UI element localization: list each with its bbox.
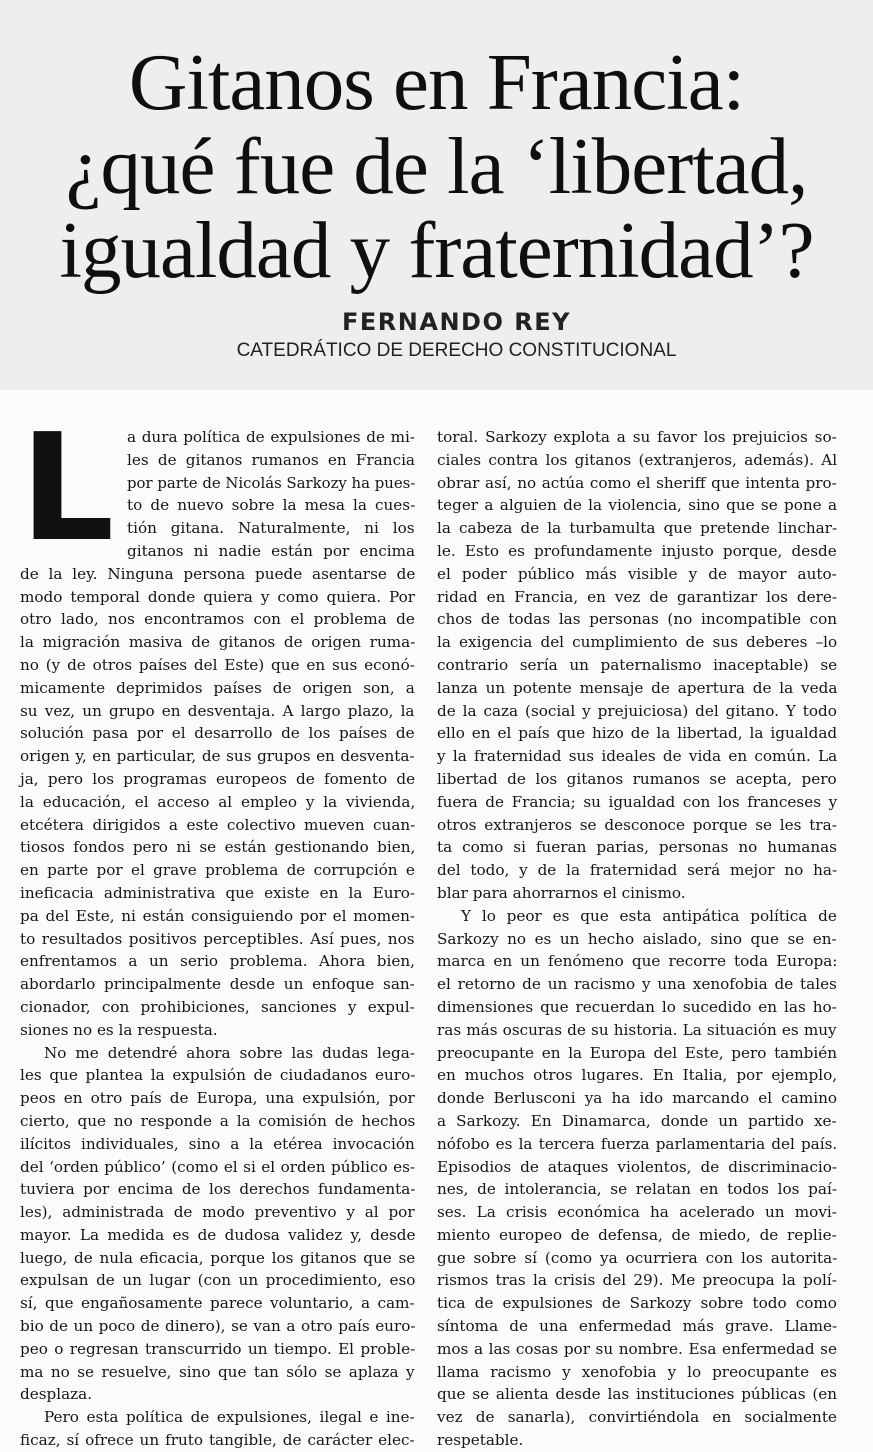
article-line: Episodios de ataques violentos, de discriminacio- bbox=[437, 1157, 837, 1176]
article-line: la cabeza de la turbamulta que pretende linchar- bbox=[437, 519, 838, 538]
headline bbox=[0, 37, 873, 295]
article-line: del todo, y de la fraternidad será mejor no ha- bbox=[437, 861, 838, 880]
article-line: su vez, un grupo en desventaja. A largo plazo, la bbox=[20, 701, 415, 720]
article-line: de la ley. Ninguna persona puede asentarse de bbox=[20, 564, 416, 583]
article-line: respetable. bbox=[437, 1431, 524, 1450]
article-line: contrario sería un paternalismo inaceptable) se bbox=[437, 655, 838, 674]
article-line: tica de expulsiones de Sarkozy sobre todo como bbox=[437, 1294, 837, 1313]
headline-line: Gitanos en Francia: bbox=[128, 37, 745, 127]
article-line: a Sarkozy. En Dinamarca, donde un partido xe- bbox=[437, 1111, 837, 1130]
article-line: teger a alguien de la violencia, sino que se pone a bbox=[437, 496, 838, 515]
article-line: bio de un poco de dinero), se van a otro país euro- bbox=[20, 1317, 416, 1336]
article-line: no (y de otros países del Este) que en sus econó- bbox=[20, 655, 415, 674]
article-line: que se alienta desde las instituciones públicas (en bbox=[437, 1385, 838, 1404]
article-line: peos en otro país de Europa, una expulsión, por bbox=[20, 1089, 415, 1108]
article-line: solución pasa por el desarrollo de los países de bbox=[20, 724, 415, 743]
article-line: la exigencia del cumplimiento de sus deberes –lo bbox=[437, 633, 838, 652]
article-line: miento europeo de defensa, de miedo, de replie- bbox=[437, 1225, 837, 1244]
article-line: mayor. La medida es de dudosa validez y, desde bbox=[20, 1225, 416, 1244]
article-line: fuera de Francia; su igualdad con los franceses y bbox=[437, 792, 838, 811]
article-line: gue sobre sí (como ya ocurriera con los autorita- bbox=[437, 1248, 838, 1267]
article-column-right bbox=[437, 426, 837, 1452]
article-line: por parte de Nicolás Sarkozy ha pues- bbox=[127, 473, 416, 492]
article-line: siones no es la respuesta. bbox=[20, 1020, 218, 1039]
article-line: de la caza (social y prejuiciosa) del gitano. Y todo bbox=[437, 701, 837, 720]
article-line: ras más oscuras de su historia. La situación es muy bbox=[437, 1020, 837, 1039]
article-line: del ‘orden público’ (como el si el orden público es- bbox=[20, 1157, 416, 1176]
article-line: ma no se resuelve, sino que tan sólo se aplaza y bbox=[20, 1362, 415, 1381]
article-line: ja, pero los programas europeos de fomento de bbox=[20, 769, 416, 788]
drop-cap: L bbox=[20, 402, 115, 574]
article-line: blar para ahorrarnos el cinismo. bbox=[437, 883, 686, 902]
article-line: libertad de los gitanos rumanos se acepta, pero bbox=[437, 769, 837, 788]
article-column-left bbox=[20, 402, 416, 1452]
article-line: ridad en Francia, en vez de garantizar los dere- bbox=[437, 587, 838, 606]
article-line: llama racismo y xenofobia y lo preocupante es bbox=[437, 1362, 837, 1381]
article-line: les que plantea la expulsión de ciudadanos euro- bbox=[20, 1066, 416, 1085]
article-line: obrar así, no actúa como el sheriff que intenta pro- bbox=[437, 473, 837, 492]
article-line: cionador, con prohibiciones, sanciones y expul- bbox=[20, 997, 415, 1016]
article-line: toral. Sarkozy explota a su favor los prejuicios so- bbox=[437, 428, 837, 446]
article-line: otro lado, nos encontramos con el problema de bbox=[20, 610, 415, 629]
byline bbox=[0, 308, 873, 362]
article-line: cierto, que no responde a la comisión de hechos bbox=[20, 1111, 416, 1130]
article-line: ineficacia administrativa que existe en la Euro- bbox=[20, 883, 416, 902]
article-line: origen y, en particular, de sus grupos en desventa- bbox=[20, 747, 415, 766]
article-line: donde Berlusconi ya ha ido marcando el camino bbox=[437, 1089, 838, 1108]
article-line: lanza un potente mensaje de apertura de la veda bbox=[437, 678, 838, 697]
article-line: y la fraternidad sus ideales de vida en común. La bbox=[437, 747, 838, 766]
article-line: en muchos otros lugares. En Italia, por ejemplo, bbox=[437, 1066, 838, 1085]
article-line: ficaz, sí ofrece un fruto tangible, de carácter elec- bbox=[20, 1431, 415, 1450]
article-line: ses. La crisis económica ha acelerado un movi- bbox=[437, 1203, 837, 1222]
article-line: modo temporal donde quiera y como quiera. Por bbox=[20, 587, 416, 606]
article-line: to resultados positivos perceptibles. Así pues, nos bbox=[20, 929, 415, 948]
article-line: tiosos fondos pero ni se están gestionando bien, bbox=[20, 838, 416, 857]
article-line: mos a las cosas por su nombre. Esa enfermedad se bbox=[437, 1339, 837, 1358]
article-line: to de nuevo sobre la mesa la cues- bbox=[127, 496, 416, 515]
article-line: peo o regresan transcurrido un tiempo. El proble- bbox=[20, 1339, 416, 1358]
article-line: micamente deprimidos países de origen son, a bbox=[20, 678, 415, 697]
article-line: vez de sanarla), convirtiéndola en socialmente bbox=[437, 1408, 837, 1427]
article-line: tión gitana. Naturalmente, ni los bbox=[127, 519, 415, 538]
article-line: ta como si fueran parias, personas no humanas bbox=[437, 838, 837, 857]
article-line: Y lo peor es que esta antipática política de bbox=[461, 906, 837, 925]
article-line: síntoma de una enfermedad más grave. Llame- bbox=[437, 1317, 838, 1336]
article-line: preocupante en la Europa del Este, pero también bbox=[437, 1043, 837, 1062]
article-line: a dura política de expulsiones de mi- bbox=[127, 428, 416, 446]
article-line: tuviera por encima de los derechos fundamenta- bbox=[20, 1180, 416, 1199]
article-line: les), administrada de modo preventivo y al por bbox=[20, 1203, 415, 1222]
article-line: Pero esta política de expulsiones, ilegal e ine- bbox=[44, 1408, 415, 1427]
article-line: la migración masiva de gitanos de origen ruma- bbox=[20, 633, 416, 652]
article-line: el poder público más visible y de mayor auto- bbox=[437, 564, 837, 583]
article-line: sí, que engañosamente parece voluntario, a cam- bbox=[20, 1294, 415, 1313]
article-line: expulsan de un lugar (con un procedimiento, eso bbox=[20, 1271, 416, 1290]
article-line: luego, de nula eficacia, porque los gitanos que se bbox=[20, 1248, 416, 1267]
author-name: FERNANDO REY bbox=[342, 308, 571, 336]
headline-line: ¿qué fue de la ‘libertad, bbox=[65, 121, 808, 211]
article-line: marca en un fenómeno que recorre toda Europa: bbox=[437, 952, 838, 971]
article-line: Sarkozy no es un hecho aislado, sino que se en- bbox=[437, 929, 837, 948]
article-line: nes, de intolerancia, se relatan en todos los paí- bbox=[437, 1180, 837, 1199]
article-line: le. Esto es profundamente injusto porque, desde bbox=[437, 541, 837, 560]
article-line: el retorno de un racismo y una xenofobia de tales bbox=[437, 975, 837, 994]
article-line: pa del Este, ni están consiguiendo por el momen- bbox=[20, 906, 416, 925]
headline-line: igualdad y fraternidad’? bbox=[59, 205, 814, 295]
article-line: etcétera dirigidos a este colectivo mueven cuan- bbox=[20, 815, 416, 834]
article-line: desplaza. bbox=[20, 1385, 93, 1404]
article-line: nófobo es la tercera fuerza parlamentaria del país. bbox=[437, 1134, 838, 1153]
article-line: No me detendré ahora sobre las dudas lega- bbox=[44, 1043, 415, 1062]
article-line: rismos tras la crisis del 29). Me preocupa la polí- bbox=[437, 1271, 837, 1290]
author-role: CATEDRÁTICO DE DERECHO CONSTITUCIONAL bbox=[236, 340, 677, 361]
article-line: ciales contra los gitanos (extranjeros, además). Al bbox=[437, 450, 838, 469]
article-line: les de gitanos rumanos en Francia bbox=[127, 450, 415, 469]
article-line: enfrentamos a un serio problema. Ahora bien, bbox=[20, 952, 415, 971]
article-line: ilícitos individuales, sino a la etérea invocación bbox=[20, 1134, 415, 1153]
article-line: gitanos ni nadie están por encima bbox=[127, 541, 416, 560]
article-line: chos de todas las personas (no incompatible con bbox=[437, 610, 838, 629]
article-line: en parte por el grave problema de corrupción e bbox=[20, 861, 415, 880]
article-line: abordarlo principalmente desde un enfoque san- bbox=[20, 975, 415, 994]
article-line: la educación, el acceso al empleo y la vivienda, bbox=[20, 792, 416, 811]
article-line: ello en el país que hizo de la libertad, la igualdad bbox=[437, 724, 838, 743]
article-line: otros extranjeros se desconoce porque se les tra- bbox=[437, 815, 837, 834]
article-line: dimensiones que recuerdan lo sucedido en las ho- bbox=[437, 997, 837, 1016]
